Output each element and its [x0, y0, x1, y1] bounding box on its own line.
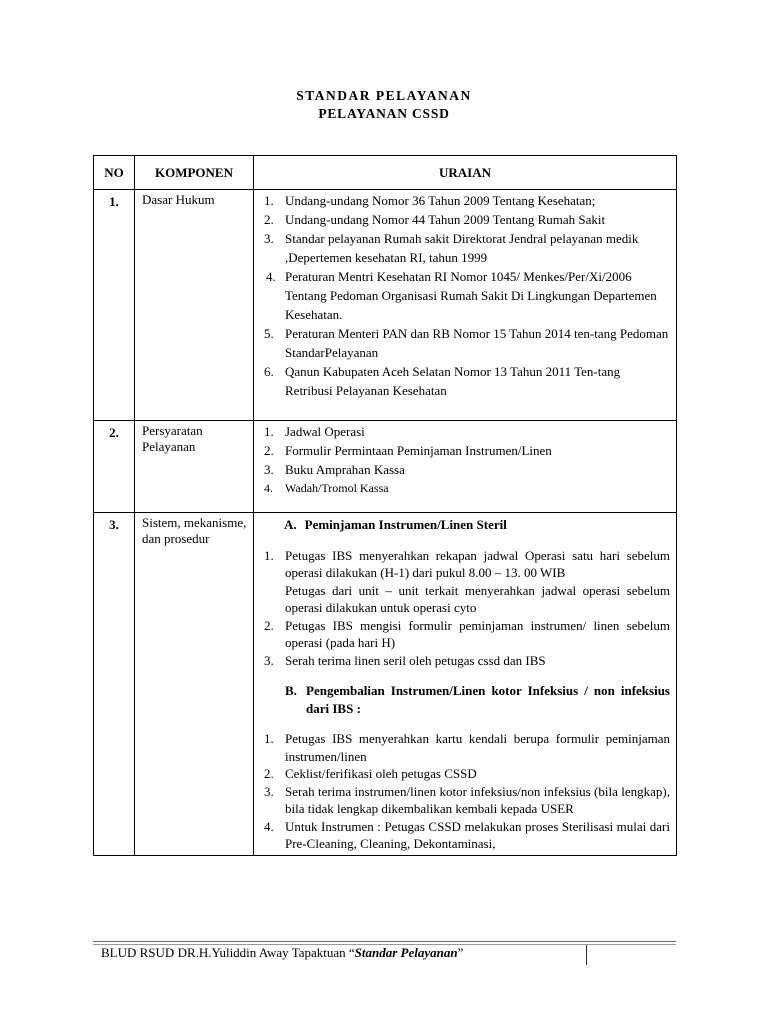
list-item: 3. Buku Amprahan Kassa [264, 462, 405, 477]
list-item: 2. Ceklist/ferifikasi oleh petugas CSSD [264, 766, 477, 781]
header-uraian: URAIAN [254, 156, 677, 190]
list-item: 3. Standar pelayanan Rumah sakit Direktorat Jendral pelayanan medik ,Depertemen kesehatan RI, tahun 1999 [264, 231, 639, 265]
table-row [94, 513, 677, 856]
section-a-heading: A. Peminjaman Instrumen/Linen Steril [284, 517, 507, 532]
header-komponen: KOMPONEN [135, 156, 254, 190]
document-title: STANDAR PELAYANAN [296, 88, 472, 103]
list-item: 6. Qanun Kabupaten Aceh Selatan Nomor 13 Tahun 2011 Ten-tang Retribusi Pelayanan Kesehatan [264, 364, 621, 398]
list-item: 1. Jadwal Operasi [264, 424, 365, 439]
row-description [254, 421, 677, 513]
list-item: 4. Untuk Instrumen : Petugas CSSD melakukan proses Sterilisasi mulai dari Pre-Cleaning, Cleaning, Dekontaminasi, [264, 818, 670, 851]
section-b-heading: B. Pengembalian Instrumen/Linen kotor Infeksius / non infeksius dari IBS : [285, 683, 670, 716]
list-item: 3. Serah terima instrumen/linen kotor infeksius/non infeksius (bila lengkap), bila tidak lengkap dikembalikan kembali kepada USER [264, 783, 670, 816]
list-item: 2. Petugas IBS mengisi formulir peminjaman instrumen/ linen sebelum operasi (pada hari H) [264, 617, 670, 650]
table-row [94, 190, 677, 421]
row-component: Sistem, mekanisme, dan prosedur [135, 513, 254, 856]
list-item: 1. Petugas IBS menyerahkan kartu kendali berupa formulir peminjaman instrumen/linen [264, 731, 670, 764]
list-item: 1. Undang-undang Nomor 36 Tahun 2009 Tentang Kesehatan; [264, 193, 596, 208]
list-item: 4. Wadah/Tromol Kassa [264, 481, 389, 495]
footer-divider [93, 941, 676, 942]
row-number: 2. [94, 421, 135, 513]
list-item: 3. Serah terima linen seril oleh petugas cssd dan IBS [264, 652, 546, 668]
row-number: 1. [94, 190, 135, 421]
list-item: 2. Undang-undang Nomor 44 Tahun 2009 Tentang Rumah Sakit [264, 212, 606, 227]
row-component: Dasar Hukum [135, 190, 254, 421]
document-subtitle: PELAYANAN CSSD [318, 106, 450, 121]
list-item-continuation: Petugas dari unit – unit terkait menyerahkan jadwal operasi sebelum operasi dilakukan untuk operasi cyto [285, 582, 670, 615]
row-description [254, 190, 677, 421]
row-component: Persyaratan Pelayanan [135, 421, 254, 513]
footer-separator [586, 945, 587, 965]
table-row [94, 421, 677, 513]
header-no: NO [94, 156, 135, 190]
table-header-row [94, 156, 677, 190]
standard-table [93, 155, 677, 856]
list-item: 2. Formulir Permintaan Peminjaman Instrumen/Linen [264, 443, 552, 458]
row-description [254, 513, 677, 856]
list-item: 1. Petugas IBS menyerahkan rekapan jadwal Operasi satu hari sebelum operasi dilakukan (H-1) dari pukul 8.00 – 13. 00 WIB [264, 547, 670, 580]
page-footer: BLUD RSUD DR.H.Yuliddin Away Tapaktuan “Standar Pelayanan” [101, 945, 464, 960]
row-number: 3. [94, 513, 135, 856]
list-item: 4. Peraturan Mentri Kesehatan RI Nomor 1045/ Menkes/Per/Xi/2006 Tentang Pedoman Organisasi Rumah Sakit Di Lingkungan Departemen Kesehatan. [266, 269, 657, 322]
list-item: 5. Peraturan Menteri PAN dan RB Nomor 15 Tahun 2014 ten-tang Pedoman StandarPelayanan [264, 326, 669, 360]
